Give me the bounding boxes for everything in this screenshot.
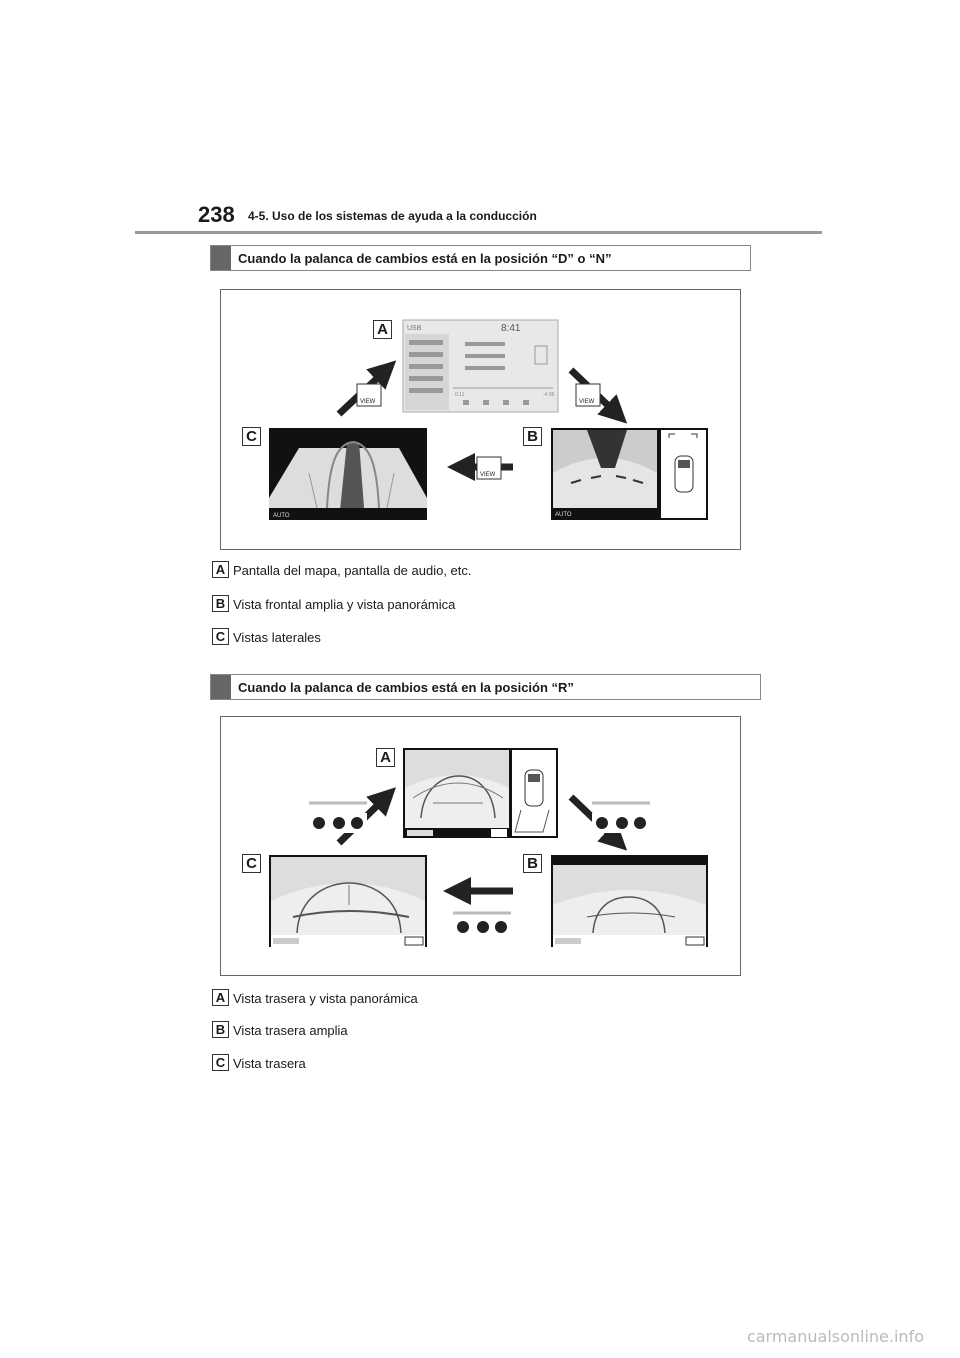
figure-r-drawing xyxy=(221,717,740,975)
front-panoramic-screen xyxy=(551,428,708,520)
section-heading-text: Cuando la palanca de cambios está en la posición “D” o “N” xyxy=(238,251,612,266)
callout-c: C xyxy=(242,854,261,873)
camera-mode-buttons-2 xyxy=(592,803,650,833)
svg-text:-4:36: -4:36 xyxy=(543,392,555,398)
callout-a: A xyxy=(376,748,395,767)
view-button-icon-1 xyxy=(357,384,381,406)
svg-text:0:11: 0:11 xyxy=(455,392,465,398)
rear-view-screen xyxy=(269,855,427,947)
callout-c: C xyxy=(242,427,261,446)
side-view-screen xyxy=(269,428,427,520)
heading-bar xyxy=(211,246,231,270)
svg-text:VIEW: VIEW xyxy=(360,399,376,405)
svg-text:VIEW: VIEW xyxy=(579,399,595,405)
audio-clock: 8:41 xyxy=(501,323,521,334)
heading-bar xyxy=(211,675,231,699)
figure-d-n-views xyxy=(220,289,741,550)
section-heading-d-n xyxy=(210,245,751,271)
callout-b: B xyxy=(523,854,542,873)
figure-d-n-drawing xyxy=(221,290,740,549)
rear-panoramic-screen xyxy=(403,748,558,838)
watermark: carmanualsonline.info xyxy=(746,1327,924,1346)
section-heading-r xyxy=(210,674,761,700)
svg-text:VIEW: VIEW xyxy=(480,472,496,478)
camera-mode-buttons-3 xyxy=(453,913,511,937)
header-rule xyxy=(135,231,822,234)
callout-b: B xyxy=(523,427,542,446)
view-button-icon-3 xyxy=(477,457,501,479)
section-heading-text: Cuando la palanca de cambios está en la posición “R” xyxy=(238,680,574,695)
audio-screen xyxy=(403,320,558,412)
callout-a: A xyxy=(373,320,392,339)
wide-rear-view-screen xyxy=(551,855,708,947)
svg-text:AUTO: AUTO xyxy=(555,512,572,518)
chapter-title: 4-5. Uso de los sistemas de ayuda a la conducción xyxy=(248,209,537,223)
page-number: 238 xyxy=(198,202,235,227)
figure-r-views xyxy=(220,716,741,976)
svg-text:AUTO: AUTO xyxy=(273,513,290,519)
camera-mode-buttons-1 xyxy=(309,803,367,833)
audio-source-label: USB xyxy=(407,325,422,332)
view-button-icon-2 xyxy=(576,384,600,406)
